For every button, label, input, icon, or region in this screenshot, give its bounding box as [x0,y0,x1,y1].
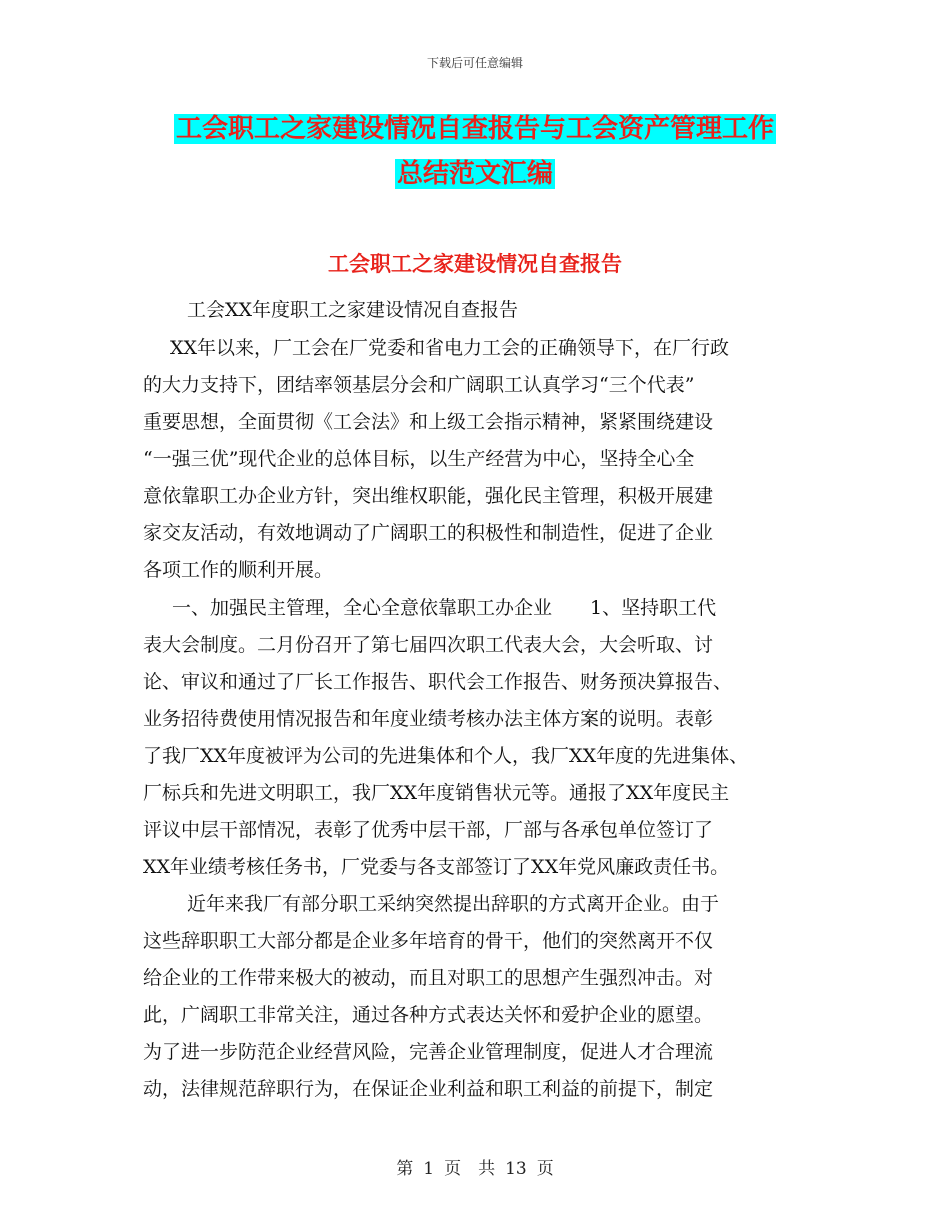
body-line: 工会XX年度职工之家建设情况自查报告 [187,299,519,321]
footer-page-number: 1 [423,1159,435,1179]
page-footer [0,1154,950,1179]
body-line: 意依靠职工办企业方针，突出维权职能，强化民主管理，积极开展建 [143,485,714,507]
body-line: 此，广阔职工非常关注，通过各种方式表达关怀和爱护企业的愿望。 [143,1004,714,1026]
body-line: 动，法律规范辞职行为，在保证企业利益和职工利益的前提下，制定 [143,1078,714,1100]
body-line: 各项工作的顺利开展。 [143,559,334,581]
body-line: 这些辞职职工大部分都是企业多年培育的骨干，他们的突然离开不仅 [143,930,714,952]
document-title-text-2: 总结范文汇编 [396,159,553,189]
body-line: 论、审议和通过了厂长工作报告、职代会工作报告、财务预决算报告、 [143,671,733,693]
body-line: 的大力支持下，团结率领基层分会和广阔职工认真学习“三个代表” [143,374,695,396]
body-line: 给企业的工作带来极大的被动，而且对职工的思想产生强烈冲击。对 [143,967,714,989]
body-line: 表大会制度。二月份召开了第七届四次职工代表大会，大会听取、讨 [143,634,714,656]
body-line: 评议中层干部情况，表彰了优秀中层干部，厂部与各承包单位签订了 [143,819,714,841]
document-title-text-1: 工会职工之家建设情况自查报告与工会资产管理工作 [175,114,774,144]
footer-prefix: 第 [396,1159,414,1179]
body-line: 重要思想，全面贯彻《工会法》和上级工会指示精神，紧紧围绕建设 [143,411,714,433]
body-line: 一、加强民主管理，全心全意依靠职工办企业 1、坚持职工代 [172,597,717,619]
document-title-line-2 [0,157,950,191]
header-note: 下载后可任意编辑 [426,56,523,70]
section-title: 工会职工之家建设情况自查报告 [328,252,622,276]
body-line: 厂标兵和先进文明职工，我厂XX年度销售状元等。通报了XX年度民主 [143,782,730,804]
body-line: “一强三优”现代企业的总体目标，以生产经营为中心，坚持全心全 [143,448,695,470]
footer-total-pages: 13 [505,1159,527,1179]
body-line: XX年业绩考核任务书，厂党委与各支部签订了XX年党风廉政责任书。 [143,856,730,878]
footer-middle: 页 共 [444,1159,496,1179]
body-line: 近年来我厂有部分职工采纳突然提出辞职的方式离开企业。由于 [187,893,720,915]
body-line: 家交友活动，有效地调动了广阔职工的积极性和制造性，促进了企业 [143,522,714,544]
body-line: 了我厂XX年度被评为公司的先进集体和个人，我厂XX年度的先进集体、 [143,745,749,767]
footer-suffix: 页 [536,1159,554,1179]
body-line: 业务招待费使用情况报告和年度业绩考核办法主体方案的说明。表彰 [143,708,714,730]
body-line: XX年以来，厂工会在厂党委和省电力工会的正确领导下，在厂行政 [170,337,730,359]
body-line: 为了进一步防范企业经营风险，完善企业管理制度，促进人才合理流 [143,1041,714,1063]
document-title-line-1 [0,112,950,146]
